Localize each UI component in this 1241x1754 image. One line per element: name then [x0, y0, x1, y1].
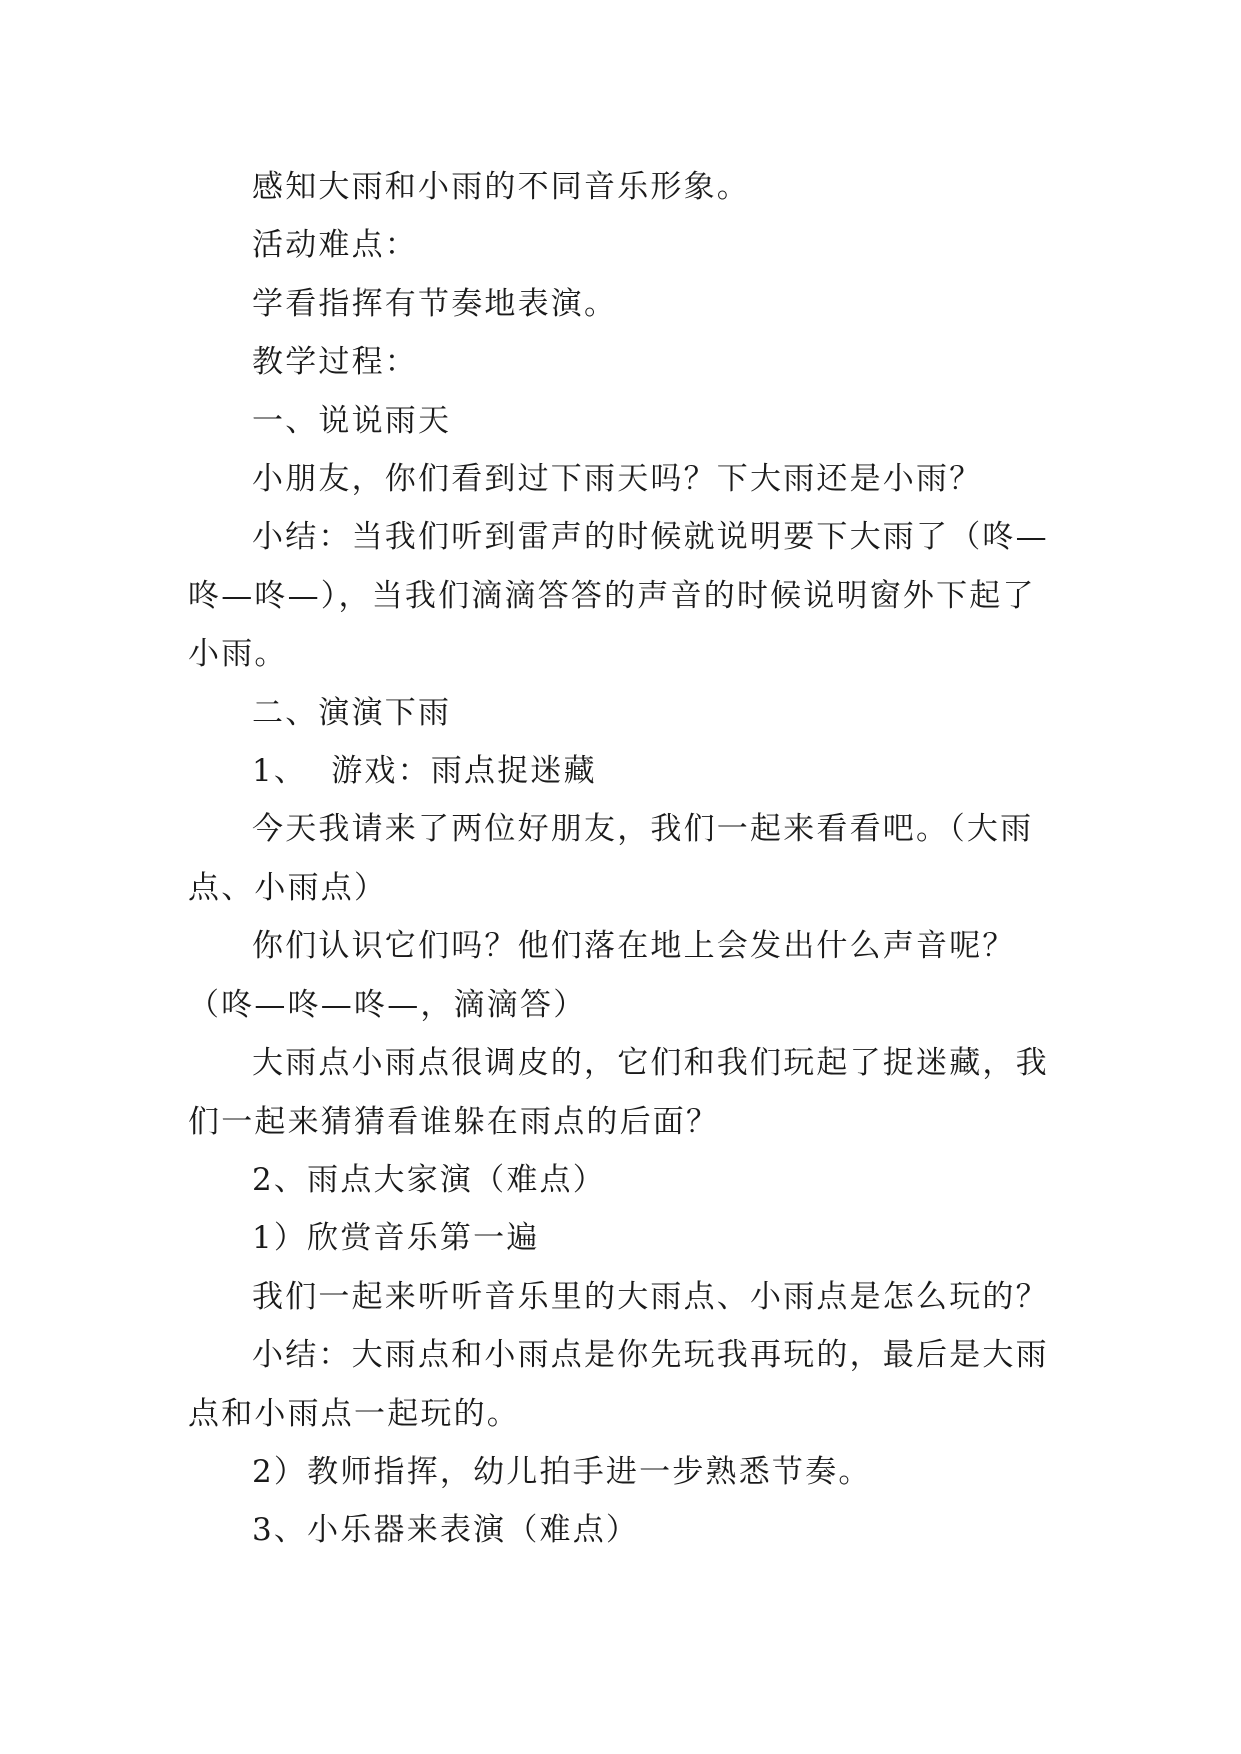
paragraph: 教学过程：	[252, 344, 418, 381]
paragraph: 活动难点：	[252, 227, 418, 264]
section-heading: 一、说说雨天	[252, 402, 452, 439]
paragraph: 学看指挥有节奏地表演。	[252, 285, 618, 322]
subsection-heading: 1、 游戏：雨点捉迷藏	[252, 753, 597, 790]
paragraph: 感知大雨和小雨的不同音乐形象。	[252, 169, 750, 205]
paragraph: 你们认识它们吗？他们落在地上会发出什么声音呢？（咚—咚—咚—，滴滴答）	[188, 928, 1016, 1023]
paragraph: 大雨点小雨点很调皮的，它们和我们玩起了捉迷藏，我们一起来猜猜看谁躲在雨点的后面？	[188, 1045, 1049, 1140]
paragraph: 我们一起来听听音乐里的大雨点、小雨点是怎么玩的？	[252, 1278, 1049, 1315]
section-heading: 二、演演下雨	[252, 694, 452, 731]
paragraph: 小结：大雨点和小雨点是你先玩我再玩的，最后是大雨点和小雨点一起玩的。	[188, 1337, 1049, 1432]
subsection-heading: 2、雨点大家演（难点）	[252, 1161, 606, 1198]
step-heading: 2）教师指挥，幼儿拍手进一步熟悉节奏。	[252, 1453, 872, 1490]
paragraph: 今天我请来了两位好朋友，我们一起来看看吧。（大雨点、小雨点）	[188, 811, 1034, 906]
document-body	[188, 158, 1058, 1560]
step-heading: 1）欣赏音乐第一遍	[252, 1220, 540, 1257]
paragraph: 小结：当我们听到雷声的时候就说明要下大雨了（咚—咚—咚—），当我们滴滴答答的声音的时候说明窗外下起了小雨。	[188, 519, 1049, 673]
paragraph: 小朋友，你们看到过下雨天吗？下大雨还是小雨？	[252, 461, 983, 498]
subsection-heading: 3、小乐器来表演（难点）	[252, 1512, 640, 1549]
